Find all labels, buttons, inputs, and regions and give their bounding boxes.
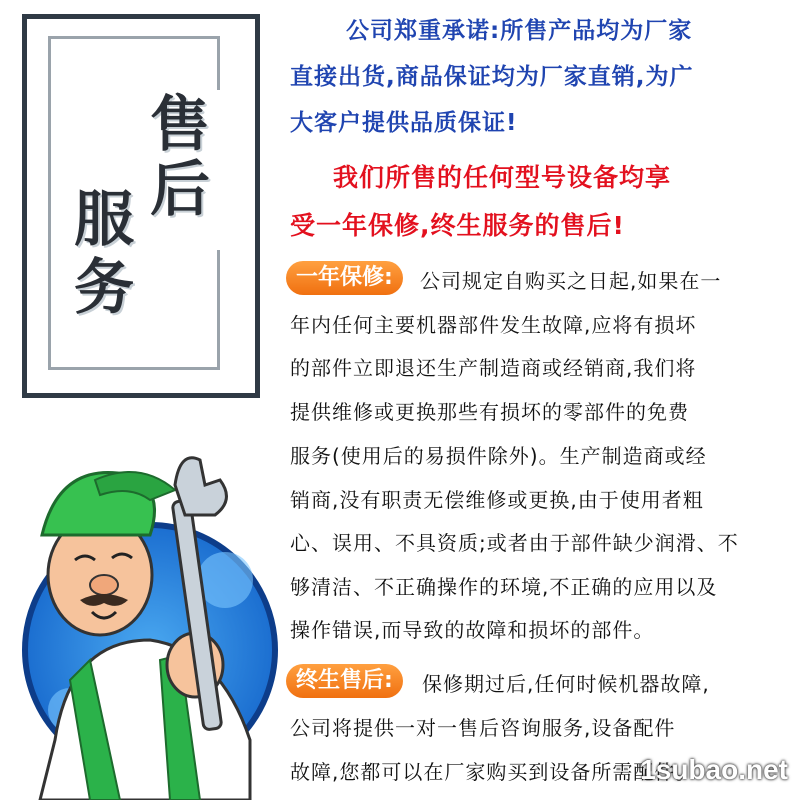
warranty-line: 销商,没有职责无偿维修或更换,由于使用者粗 [290,488,704,512]
promise-line-2: 直接出货,商品保证均为厂家直销,为广 [290,64,694,90]
title-char-fu: 服 [74,185,134,255]
warranty-line: 的部件立即退还生产制造商或经销商,我们将 [290,356,697,380]
warranty-line: 服务(使用后的易损件除外)。生产制造商或经 [290,444,707,468]
promise-line-1: 公司郑重承诺:所售产品均为厂家 [346,18,693,44]
title-char-hou: 后 [150,155,210,225]
mechanic-illustration [0,440,290,800]
nose [90,575,118,595]
promise-line-3: 大客户提供品质保证! [290,110,518,136]
title-char-wu: 务 [74,253,134,323]
lifetime-badge: 终生售后: [286,664,403,698]
lifetime-line: 故障,您都可以在厂家购买到设备所需配件。 [290,760,697,784]
warranty-line: 够清洁、不正确操作的环境,不正确的应用以及 [290,575,718,599]
watermark: 1subao.net [640,754,788,785]
warranty-badge: 一年保修: [286,261,403,295]
warranty-line: 心、误用、不具资质;或者由于部件缺少润滑、不 [290,531,739,555]
warranty-line: 提供维修或更换那些有损坏的零部件的免费 [290,400,689,424]
warranty-line: 公司规定自购买之日起,如果在一 [420,269,722,293]
lifetime-line: 保修期过后,任何时候机器故障, [422,672,710,696]
title-char-shou: 售 [150,90,210,160]
highlight-line-1: 我们所售的任何型号设备均享 [333,163,672,192]
highlight-line-2: 受一年保修,终生服务的售后! [290,211,625,240]
lifetime-line: 公司将提供一对一售后咨询服务,设备配件 [290,716,676,740]
warranty-line: 年内任何主要机器部件发生故障,应将有损坏 [290,313,697,337]
warranty-line: 操作错误,而导致的故障和损坏的部件。 [290,618,655,642]
